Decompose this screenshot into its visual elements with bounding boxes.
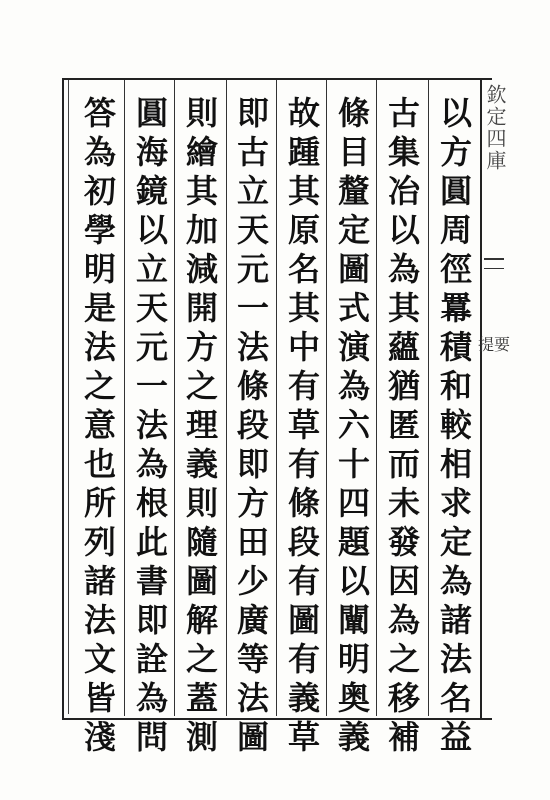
- text-column-5: 即古立天元一法條段即方田少廣等法圖: [232, 96, 270, 759]
- column-rule: [276, 80, 277, 716]
- fold-margin: [480, 78, 512, 718]
- column-rule: [226, 80, 227, 716]
- fold-margin-folio: 提要: [478, 335, 511, 354]
- column-rule: [326, 80, 327, 716]
- column-rule: [428, 80, 429, 716]
- text-column-8: 答為初學明是法之意也所列諸法文皆淺: [79, 96, 117, 759]
- text-column-1: 以方圓周徑羃積和較相求定為諸法名益: [435, 96, 473, 759]
- text-column-3: 條目釐定圖式演為六十四題以闡明奥義: [333, 96, 371, 759]
- text-column-4: 故踵其原名其中有草有條段有圖有義草: [283, 96, 321, 759]
- text-column-6: 則繪其加減開方之理義則隨圖解之蓋測: [181, 96, 219, 759]
- column-rule: [174, 80, 175, 716]
- frame-inner-line: [68, 80, 69, 714]
- text-column-7: 圓海鏡以立天元一法為根此書即詮為問: [131, 96, 169, 759]
- column-rule: [124, 80, 125, 716]
- column-rule: [376, 80, 377, 716]
- text-column-2: 古集冶以為其蘊猶匿而未發因為之移補: [383, 96, 421, 759]
- fish-tail-mark: [484, 258, 504, 269]
- fold-margin-title: 欽定四庫: [483, 84, 507, 172]
